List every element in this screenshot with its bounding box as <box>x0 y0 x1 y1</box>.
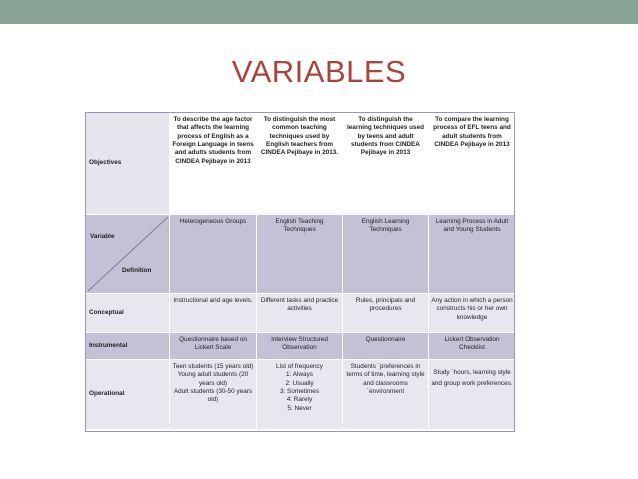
objectives-label: Objectives <box>86 113 170 215</box>
conceptual-row <box>86 294 516 333</box>
definition-label: Definition <box>122 267 152 274</box>
operational-line: 1: Always <box>286 371 313 379</box>
instrumental-cell: Interview Structured Observation <box>257 333 343 360</box>
operational-line: Adult students (30-50 years old) <box>173 387 253 404</box>
objective-cell: To describe the age factor that affects the learning process of English as a Foreign Language in teens and adults students from CINDEA Pejibaye in 2013 <box>170 113 257 215</box>
operational-cell <box>170 360 257 430</box>
operational-line: Young adult students (20 years old) <box>177 371 249 387</box>
variables-table <box>85 112 516 430</box>
variable-cell: Learning Process in Adult and Young Students <box>429 215 516 294</box>
objective-cell: To compare the learning process of EFL teens and adult students from CINDEA Pejibaye in 2013 <box>429 113 516 215</box>
operational-line: 4: Rarely <box>286 396 313 404</box>
conceptual-cell: Different tasks and practice activities <box>257 294 343 333</box>
conceptual-cell: Any action in which a person constructs his or her own knowledge <box>429 294 516 333</box>
objective-cell: To distinguish the learning techniques used by teens and adult students from CINDEA Pejibaye in 2013 <box>343 113 429 215</box>
operational-cell <box>343 360 429 430</box>
conceptual-cell: Instructional and age levels. <box>170 294 257 333</box>
top-accent-bar <box>0 0 638 24</box>
instrumental-row <box>86 333 516 360</box>
diagonal-divider <box>86 215 170 293</box>
instrumental-cell: Questionnaire <box>343 333 429 360</box>
variable-label: Variable <box>90 233 115 240</box>
operational-line: 3: Sometimes <box>279 387 320 395</box>
slide-title: VARIABLES <box>231 54 407 89</box>
operational-label: Operational <box>86 360 170 430</box>
operational-line: 5: Never <box>287 404 312 412</box>
objective-cell: To distinguish the most common teaching techniques used by English teachers from CINDEA Pejibaye in 2013. <box>257 113 343 215</box>
operational-line: Students ´preferences in terms of time, learning style and classrooms ´environment <box>346 363 425 395</box>
operational-cell <box>429 360 516 430</box>
variable-cell: Heterogeneous Groups <box>170 215 257 294</box>
operational-row <box>86 360 516 430</box>
operational-line: Study ´hours, learning style and group work preferences. <box>431 369 513 387</box>
operational-cell <box>257 360 343 430</box>
conceptual-label: Conceptual <box>86 294 170 333</box>
instrumental-label: Instrumental <box>86 333 170 360</box>
variable-definition-header <box>86 215 170 294</box>
variable-cell: English Learning Techniques <box>343 215 429 294</box>
variable-cell: English Teaching Techniques <box>257 215 343 294</box>
operational-line: List of frequency <box>276 363 323 370</box>
instrumental-cell: Lickert Observation Checklist <box>429 333 516 360</box>
operational-line: Teen students (15 years old) <box>172 363 254 370</box>
instrumental-cell: Questionnaire based on Lickert Scale <box>170 333 257 360</box>
variable-definition-row <box>86 215 516 294</box>
objectives-row <box>86 113 516 215</box>
conceptual-cell: Rules, principals and procedures <box>343 294 429 333</box>
operational-line: 2: Usually <box>285 379 314 387</box>
